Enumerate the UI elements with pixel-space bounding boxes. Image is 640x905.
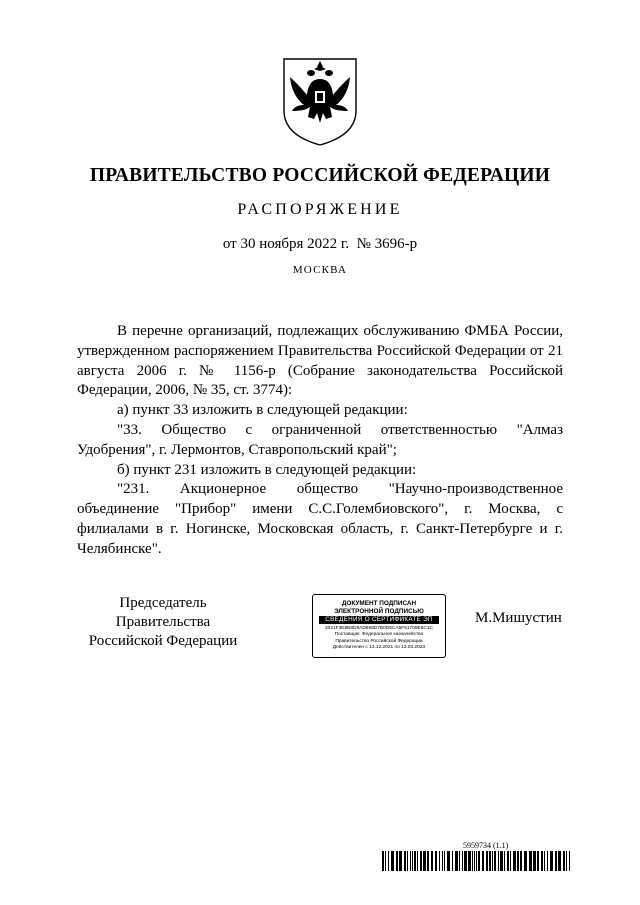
signatory-position-line2: Российской Федерации [88,633,238,649]
stamp-certificate-bar: СВЕДЕНИЯ О СЕРТИФИКАТЕ ЭП [319,616,439,624]
paragraph-intro: В перечне организаций, подлежащих обслуживанию ФМБА России, утвержденном распоряжением Правительства Российской Федерации от 21 августа 2006 г. № 1156-р (Собрание законодательства Российской Федерации, 2006, № 35, ст. 3774): [77,323,563,399]
stamp-issuer: Поставщик: Федеральное казначейство [334,632,424,638]
stamp-line1: ДОКУМЕНТ ПОДПИСАН [341,600,417,607]
barcode-number: 5959734 (1.1) [463,841,509,850]
electronic-signature-stamp [312,594,446,658]
paragraph-item-a: а) пункт 33 изложить в следующей редакции: [117,402,408,419]
document-city: МОСКВА [292,264,348,276]
paragraph-item-231: "231. Акционерное общество "Научно-производственное объединение "Прибор" имени С.С.Голембиовского", г. Москва, с филиалами в г. Ногинске, Московская область, г. Санкт-Петербурге и г. Челябинске". [77,481,563,557]
document-type: РАСПОРЯЖЕНИЕ [237,201,403,218]
government-title: ПРАВИТЕЛЬСТВО РОССИЙСКОЙ ФЕДЕРАЦИИ [89,165,551,186]
stamp-owner: Правительство Российской Федерации [335,638,423,644]
signatory-name: М.Мишустин [475,610,562,626]
document-body [77,322,563,560]
coat-of-arms-icon [276,55,364,147]
paragraph-item-33: "33. Общество с ограниченной ответственностью "Алмаз Удобрения", г. Лермонтов, Ставропольский край"; [77,421,563,458]
stamp-certificate-serial: 2021F3E8B8D9AD668D7B0D6CA5F61709E5C1C [325,626,433,631]
stamp-line2: ЭЛЕКТРОННОЙ ПОДПИСЬЮ [334,607,424,615]
stamp-validity: Действителен с 13.12.2021 по 13.03.2023 [332,645,426,651]
paragraph-item-b: б) пункт 231 изложить в следующей редакции: [117,461,417,478]
signatory-position [78,594,248,651]
stamp-header [313,600,445,615]
barcode-icon [382,851,570,871]
signatory-position-line1: Председатель Правительства [115,595,211,630]
document-date-number: от 30 ноября 2022 г. № 3696-р [222,236,418,252]
